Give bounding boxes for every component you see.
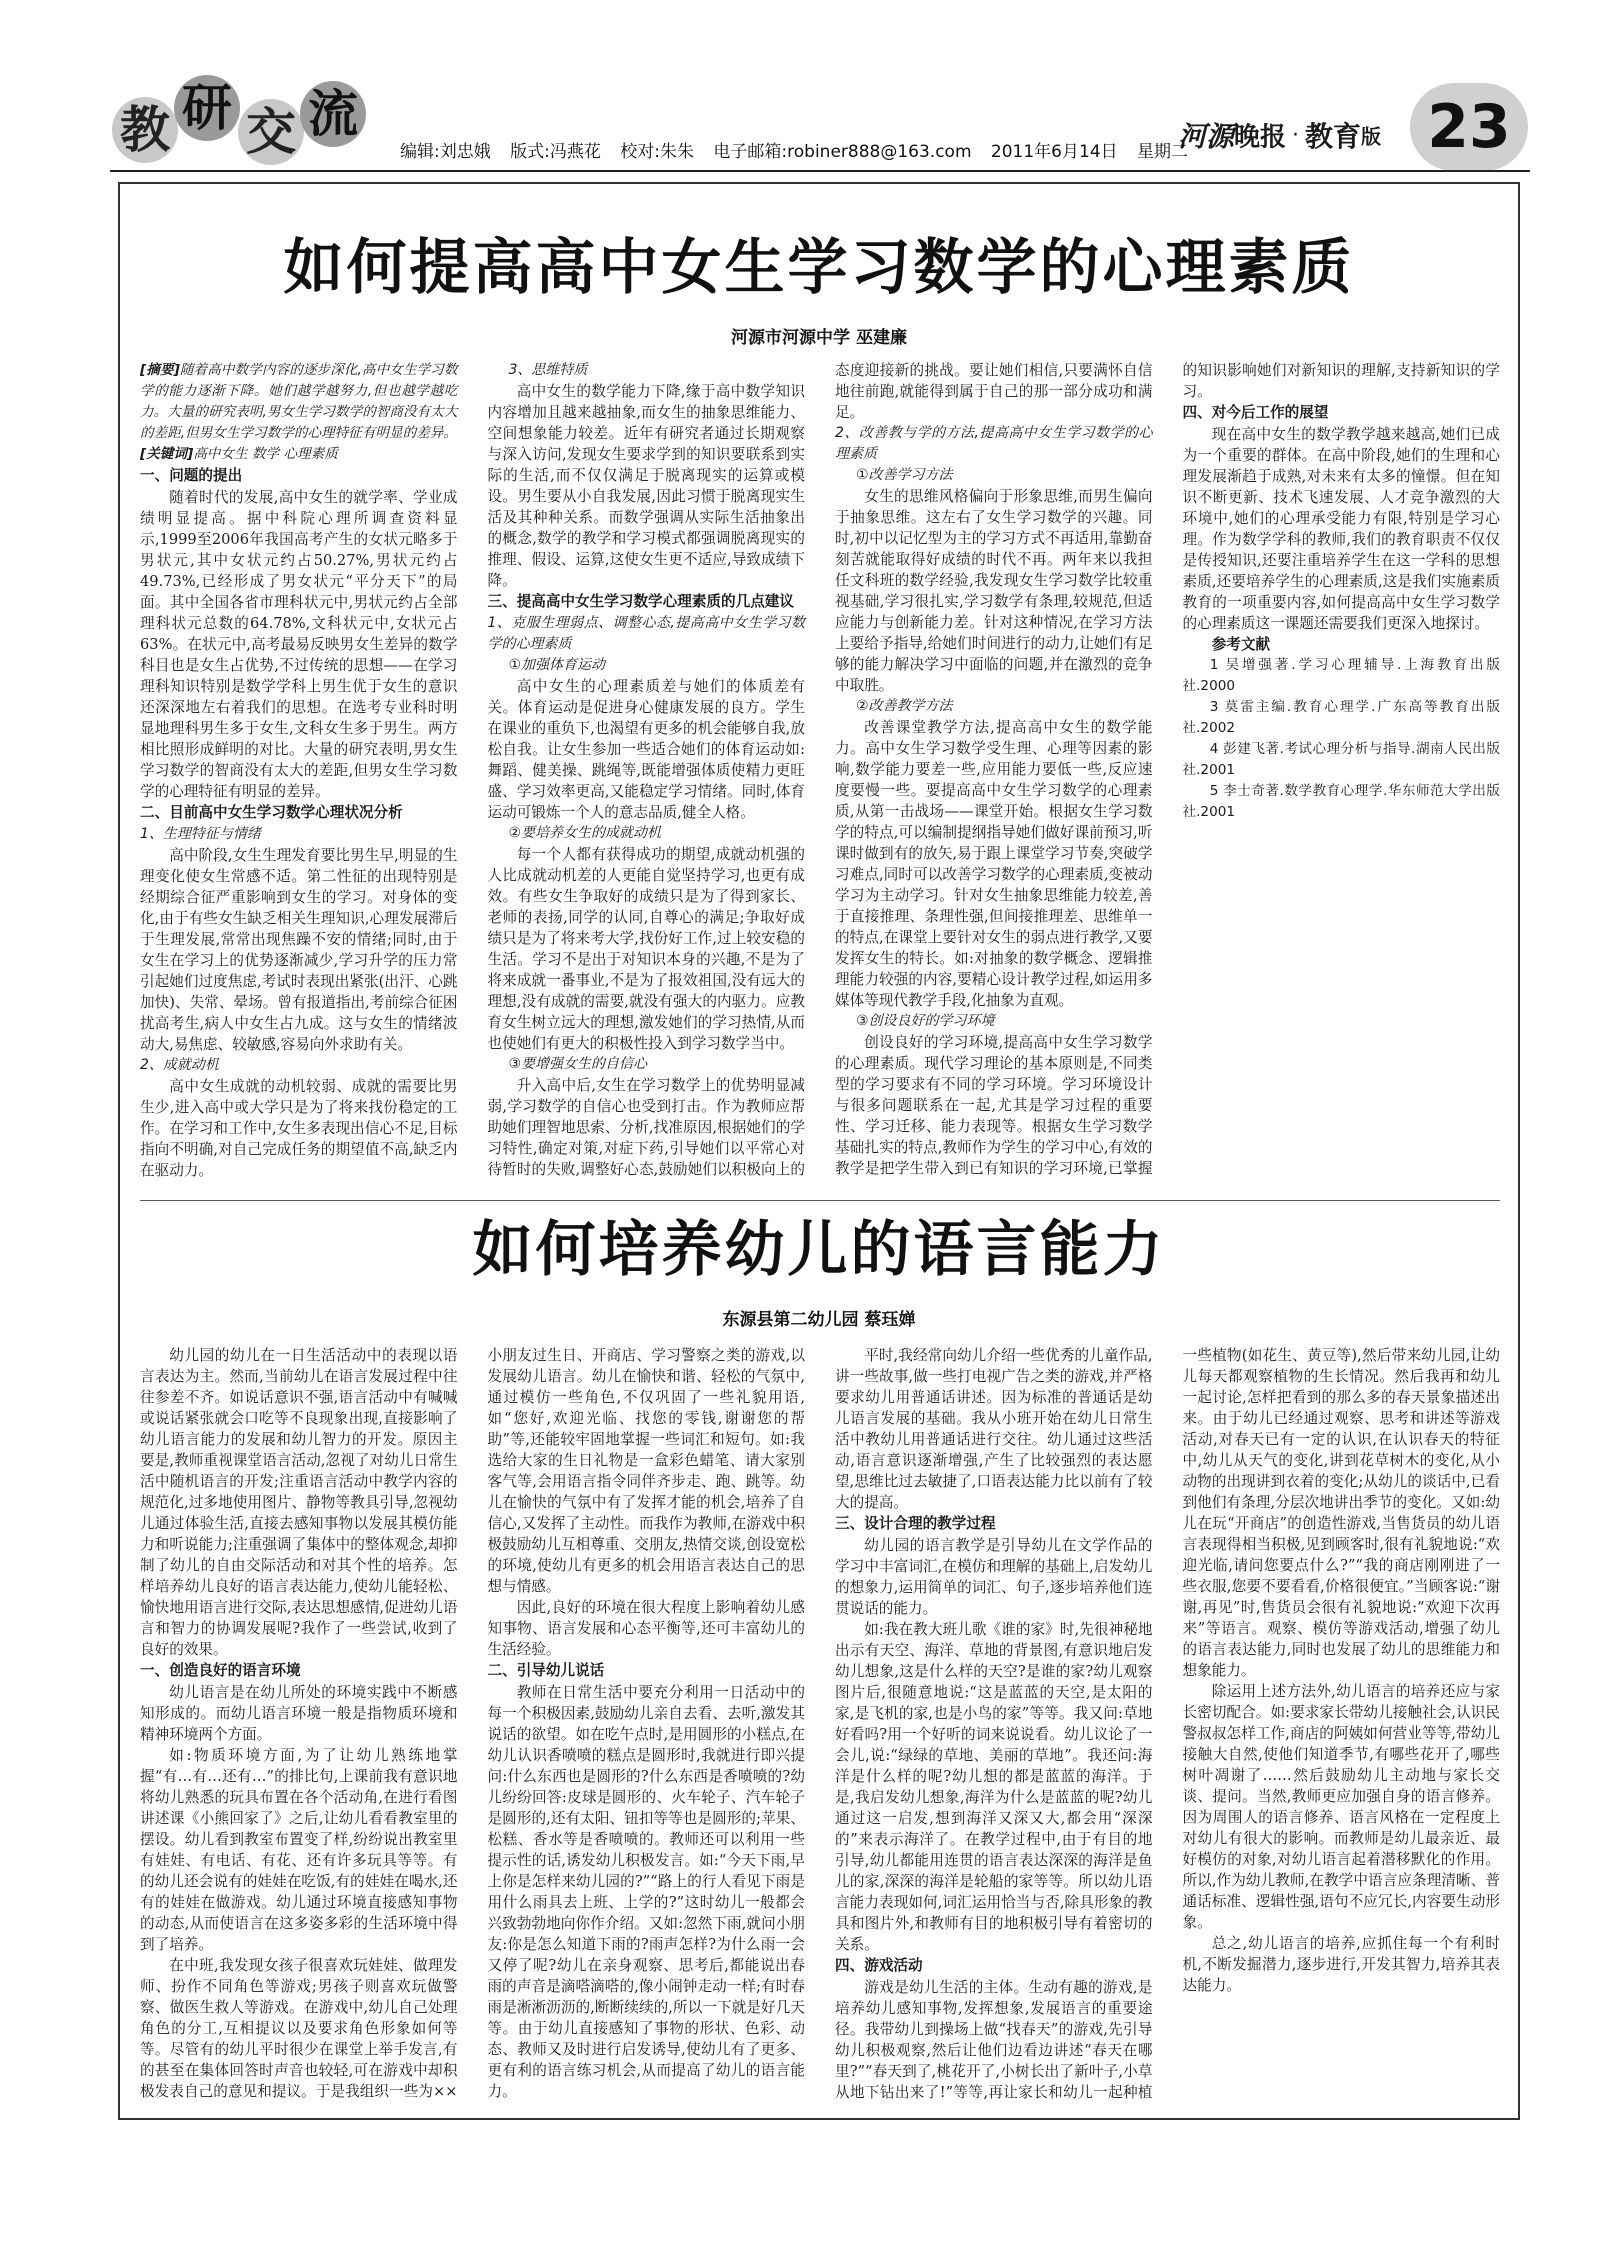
section-heading: 四、游戏活动 <box>835 1957 923 1974</box>
keywords-label: [关键词] <box>140 446 194 462</box>
paragraph: 教师在日常生活中要充分利用一日活动中的每一个积极因素,鼓励幼儿亲自去看、去听,激发其说话的欲望。如在吃午点时,是用圆形的小糕点,在幼儿认识香喷喷的糕点是圆形时,我就进行即兴提问:什么东西也是圆形的?什么东西是香喷喷的?幼儿纷纷回答:皮球是圆形的、火车轮子、汽车轮子是圆形的,还有太阳、钮扣等等也是圆形的;苹果、松糕、香水等是香喷喷的。教师还可以利用一些提示性的话,诱发幼儿积极发言。如:“今天下雨,早上你是怎样来幼儿园的?”“路上的行人看见下雨是用什么雨具去上班、上学的?”这时幼儿一般都会兴致勃勃地向你作介绍。又如:忽然下雨,就问小朋友:你是怎么知道下雨的?雨声怎样?为什么雨一会又停了呢?幼儿在亲身观察、思考后,都能说出春雨的声音是滴嗒滴嗒的,像小闹钟走动一样;有时春雨是淅淅沥沥的,断断续续的,所以一下就是好几天等。由于幼儿直接感知了事物的形状、色彩、动态、教师又及时进行启发诱导,使幼儿有了更多、更有利的语言练习机会,从而提高了幼儿的语言能力。 <box>487 1684 805 2100</box>
abstract-label: [摘要] <box>140 362 180 378</box>
section-heading: 三、提高高中女生学习数学心理素质的几点建议 <box>487 593 794 610</box>
reference-item: 1 吴增强著.学习心理辅导.上海教育出版社.2000 <box>1182 657 1500 694</box>
editor-credit: 编辑:刘忠娥 <box>400 142 491 162</box>
reference-item: 4 彭建飞著.考试心理分析与指导.湖南人民出版社.2001 <box>1182 741 1500 778</box>
issue-date: 2011年6月14日 <box>990 142 1118 162</box>
section-heading: 三、设计合理的教学过程 <box>835 1515 996 1532</box>
masthead <box>110 75 1530 185</box>
section-heading: 二、引导幼儿说话 <box>487 1662 605 1679</box>
section-logo-char: 研 <box>174 75 240 141</box>
paragraph: 升入高中后,女生在学习数学上的优势明显减弱,学习数学的自信心也受到打击。作为教师应帮助她们理智地思索、分析,找准原因,根据她们的学习特性,确定对策,对症下药,引导她们以平常心对待暂时的失败,调整好心态,鼓励她们以积极向上的态度迎接新的挑战。要让她们相信,只要满怀自信地往前跑,就能得到属于自己的那一部分成功和满足。 <box>487 362 1153 1178</box>
paragraph: 高中女生的心理素质差与她们的体质差有关。体育运动是促进身心健康发展的良方。学生在课业的重负下,也渴望有更多的机会能够自我,放松自我。让女生参加一些适合她们的体育运动如:舞蹈、健美操、跳绳等,既能增强体质使精力更旺盛、学习效率更高,又能稳定学习情绪。同时,体育运动可锻炼一个人的意志品质,健全人格。 <box>487 678 805 821</box>
paragraph: 随着时代的发展,高中女生的就学率、学业成绩明显提高。据中科院心理所调查资料显示,1999至2006年我国高考产生的女状元略多于男状元,其中女状元约占50.27%,男状元约占49.73%,已经形成了男女状元“平分天下”的局面。其中全国各省市理科状元中,男状元约占全部理科状元总数的64.78%,文科状元中,女状元占63%。在状元中,高考最易反映男女生差异的数学科目也是女生占优势,不过传统的思想——在学习理科知识特别是数学学科上男生优于女生的意识还深深地左右着我们的思想。在选考专业科时明显地理科男生多于女生,文科女生多于男生。两方相比照形成鲜明的对比。大量的研究表明,男女生学习数学的智商没有太大的差距,但男女生学习数学的心理特征有明显的差异。 <box>140 489 458 800</box>
issue-weekday: 星期二 <box>1137 142 1189 162</box>
subsection-heading: 2、改善教与学的方法,提高高中女生学习数学的心理素质 <box>835 425 1153 462</box>
article1-body <box>140 360 1500 1195</box>
paragraph: 因此,良好的环境在很大程度上影响着幼儿感知事物、语言发展和心态平衡等,还可丰富幼儿的生活经验。 <box>487 1599 805 1658</box>
layout-credit: 版式:冯燕花 <box>510 142 601 162</box>
subsection-heading: ②要培养女生的成就动机 <box>508 825 662 841</box>
article2-body <box>140 1345 1500 2105</box>
article2-byline: 东源县第二幼儿园 蔡珏婵 <box>722 1310 916 1330</box>
paragraph: 创设良好的学习环境,提高高中女生学习数学的心理素质。现代学习理论的基本原则是,不同类型的学习要求有不同的学习环境。学习环境设计与很多问题联系在一起,尤其是学习过程的重要性、学习迁移、能力表现等。根据女生学习数学基础扎实的特点,教师作为学生的学习中心,有效的教学是把学生带入到已有知识的学习环境,已掌握的知识影响她们对新知识的理解,支持新知识的学习。 <box>835 362 1500 1177</box>
paragraph: 总之,幼儿语言的培养,应抓住每一个有利时机,不断发掘潜力,逐步进行,开发其智力,培养其表达能力。 <box>1182 1935 1500 1994</box>
paper-name: 晚报 <box>1234 122 1287 153</box>
section-logo-char: 流 <box>300 81 366 147</box>
paragraph: 在中班,我发现女孩子很喜欢玩娃娃、做理发师、扮作不同角色等游戏;男孩子则喜欢玩做警察、做医生救人等游戏。在游戏中,幼儿自己处理角色的分工,互相提议以及要求角色形象如何等等。尽管有的幼儿平时很少在课堂上举手发言,有的甚至在集体回答时声音也较轻,可在游戏中却积极发表自己的意见和提议。于是我组织一些为××小朋友过生日、开商店、学习警察之类的游戏,以发展幼儿语言。幼儿在愉快和谐、轻松的气氛中,通过模仿一些角色,不仅巩固了一些礼貌用语,如“您好,欢迎光临、找您的零钱,谢谢您的帮助”等,还能较牢固地掌握一些词汇和短句。如:我选给大家的生日礼物是一盒彩色蜡笔、请大家别客气等,会用语言指令同伴齐步走、跑、跳等。幼儿在愉快的气氛中有了发挥才能的机会,培养了自信心,又发挥了主动性。而我作为教师,在游戏中积极鼓励幼儿互相尊重、交朋友,热情交谈,创设宽松的环境,使幼儿有更多的机会用语言表达自己的思想与情感。 <box>140 1347 805 2100</box>
article1-byline: 河源市河源中学 巫建廉 <box>731 328 907 348</box>
subsection-heading: 1、生理特征与情绪 <box>140 826 261 842</box>
abstract <box>140 360 458 444</box>
reference-item: 5 李士奇著.数学教育心理学.华东师范大学出版社.2001 <box>1182 783 1500 820</box>
subsection-heading: 3、思维特质 <box>508 362 588 378</box>
paragraph: 幼儿语言是在幼儿所处的环境实践中不断感知形成的。而幼儿语言环境一般是指物质环境和精神环境两个方面。 <box>140 1684 458 1743</box>
credits-line <box>400 137 1202 162</box>
paragraph: 每一个人都有获得成功的期望,成就动机强的人比成就动机差的人更能自觉坚持学习,也更有成效。有些女生争取好的成绩只是为了得到家长、老师的表扬,同学的认同,自尊心的满足;争取好成绩只是为了将来考大学,找份好工作,过上较安稳的生活。学习不是出于对知识本身的兴趣,不是为了将来成就一番事业,不是为了报效祖国,没有远大的理想,没有成就的需要,就没有强大的内驱力。应教育女生树立远大的理想,激发她们的学习热情,从而也使她们有更大的积极性投入到学习数学当中。 <box>487 846 805 1052</box>
subsection-heading: ②改善教学方法 <box>856 698 953 714</box>
paragraph: 幼儿园的幼儿在一日生活活动中的表现以语言表达为主。然而,当前幼儿在语言发展过程中往往参差不齐。如说话意识不强,语言活动中有喊喊或说话紧张就会口吃等不良现象出现,直接影响了幼儿语言能力的发展和幼儿智力的开发。原因主要是,教师重视课堂语言活动,忽视了对幼儿日常生活中随机语言的开发;注重语言活动中教学内容的规范化,过多地使用图片、静物等教具引导,忽视幼儿通过体验生活,直接去感知事物以发展其模仿能力和听说能力;注重强调了集体中的整体观念,却抑制了幼儿的自由交际活动和对其个性的培养。怎样培养幼儿良好的语言表达能力,使幼儿能轻松、愉快地用语言进行交际,表达思想感情,促进幼儿语言和智力的协调发展呢?我作了一些尝试,收到了良好的效果。 <box>140 1347 458 1658</box>
edition-name: 教育 <box>1305 120 1362 153</box>
section-heading: 一、问题的提出 <box>140 467 243 484</box>
subsection-heading: ①加强体育运动 <box>508 657 606 673</box>
reference-item: 3 莫雷主编.教育心理学.广东高等教育出版社.2002 <box>1182 699 1500 736</box>
article2-title: 如何培养幼儿的语言能力 <box>472 1215 1166 1285</box>
paragraph: 女生的思维风格偏向于形象思维,而男生偏向于抽象思维。这左右了女生学习数学的兴趣。同时,初中以记忆型为主的学习方式不再适用,靠勤奋刻苦就能取得好成绩的时代不再。两年来以我担任文科班的数学经验,我发现女生学习数学比较重视基础,学习很扎实,学习数学有条理,较规范,但适应能力与创新能力差。针对这种情况,在学习方法上要给予指导,给她们时间进行的动力,让她们有足够的能力解决学习中面临的问题,并在激烈的竞争中取胜。 <box>835 488 1153 694</box>
article-divider <box>140 1200 1500 1201</box>
abstract-text: 随着高中数学内容的逐步深化,高中女生学习数学的能力逐渐下降。她们越学越努力,但也越学越吃力。大量的研究表明,男女生学习数学的智商没有太大的差距,但男女生学习数学的心理特征有明显的差异。 <box>140 362 458 441</box>
section-logo-char: 交 <box>238 99 304 165</box>
paragraph: 幼儿园的语言教学是引导幼儿在文学作品的学习中丰富词汇,在模仿和理解的基础上,启发幼儿的想象力,运用简单的词汇、句子,逐步培养他们连贯说话的能力。 <box>835 1537 1153 1617</box>
section-logo-char: 教 <box>112 97 178 163</box>
paragraph: 高中女生成就的动机较弱、成就的需要比男生少,进入高中或大学只是为了将来找份稳定的工作。在学习和工作中,女生多表现出信心不足,目标指向不明确,对自己完成任务的期望值不高,缺乏内在驱动力。 <box>140 1078 458 1179</box>
paragraph: 如:物质环境方面,为了让幼儿熟练地掌握“有…有…还有…”的排比句,上课前我有意识地将幼儿熟悉的玩具布置在各个活动角,在进行看图讲述课《小熊回家了》之后,让幼儿看看教室里的摆设。幼儿看到教室布置变了样,纷纷说出教室里有娃娃、有电话、有花、还有许多玩具等等。有的幼儿还会说有的娃娃在吃饭,有的娃娃在喝水,还有的娃娃在做游戏。幼儿通过环境直接感知事物的动态,从而使语言在这多姿多彩的生活环境中得到了培养。 <box>140 1747 458 1953</box>
section-logo <box>110 75 370 175</box>
paragraph: 高中女生的数学能力下降,缘于高中数学知识内容增加且越来越抽象,而女生的抽象思维能力、空间想象能力较差。近年有研究者通过长期观察与深入访问,发现女生要求学到的知识要联系到实际的生活,而不仅仅满足于脱离现实的运算或模设。男生要从小自我发展,因此习惯于脱离现实生活及其种种关系。而数学强调从实际生活抽象出的概念,数学的教学和学习模式都强调脱离现实的推理、假设、运算,这使女生更不适应,导致成绩下降。 <box>487 383 805 589</box>
subsection-heading: ③要增强女生的自信心 <box>508 1056 648 1072</box>
paragraph: 现在高中女生的数学教学越来越高,她们已成为一个重要的群体。在高中阶段,她们的生理和心理发展渐趋于成熟,对未来有太多的憧憬。但在知识不断更新、技术飞速发展、人才竞争激烈的大环境中,她们的心理承受能力有限,特别是学习心理。作为数学学科的教师,我们的教育职责不仅仅是传授知识,还要注重培养学生在这一学科的思想素质,还要培养学生的心理素质,这是我们实施素质教育的一项重要内容,如何提高高中女生学习数学的心理素质这一课题还需要我们更深入地探讨。 <box>1182 426 1500 632</box>
subsection-heading: 2、成就动机 <box>140 1057 219 1073</box>
subsection-heading: 1、克服生理弱点、调整心态,提高高中女生学习数学的心理素质 <box>487 615 805 652</box>
keywords-text: 高中女生 数学 心理素质 <box>193 446 338 462</box>
edition-suffix: 版 <box>1361 124 1382 149</box>
page-number: 23 <box>1410 83 1528 171</box>
paper-brand <box>1178 115 1381 155</box>
paragraph: 改善课堂教学方法,提高高中女生的数学能力。高中女生学习数学受生理、心理等因素的影响,数学能力要差一些,应用能力要低一些,反应速度要慢一些。要提高高中女生学习数学的心理素质,从第一击战场——课堂开始。根据女生学习数学的特点,可以编制提纲指导她们做好课前预习,听课时做到有的放矢,易于跟上课堂学习节奏,突破学习难点,同时可以改善学习数学的心理素质,变被动学习为主动学习。针对女生抽象思维能力较差,善于直接推理、条理性强,但间接推理差、思维单一的特点,在课堂上要针对女生的弱点进行教学,又要发挥女生的特长。如:对抽象的数学概念、逻辑推理能力较强的内容,要精心设计教学过程,如运用多媒体等现代教学手段,化抽象为直观。 <box>835 719 1153 1009</box>
proof-credit: 校对:朱朱 <box>620 142 695 162</box>
section-heading: 四、对今后工作的展望 <box>1182 404 1329 421</box>
paragraph: 平时,我经常向幼儿介绍一些优秀的儿童作品,讲一些故事,做一些打电视广告之类的游戏,并严格要求幼儿用普通话讲述。因为标准的普通话是幼儿语言发展的基础。我从小班开始在幼儿日常生活中教幼儿用普通话进行交往。幼儿通过这些活动,语言意识逐渐增强,产生了比较强烈的表达愿望,思维比过去敏捷了,口语表达能力比以前有了较大的提高。 <box>835 1347 1153 1511</box>
article1-title: 如何提高高中女生学习数学的心理素质 <box>283 233 1355 303</box>
subsection-heading: ③创设良好的学习环境 <box>856 1013 995 1029</box>
keywords <box>140 444 458 465</box>
paragraph: 如:我在教大班儿歌《谁的家》时,先很神秘地出示有天空、海洋、草地的背景图,有意识地启发幼儿想象,这是什么样的天空?是谁的家?幼儿观察图片后,很随意地说:“这是蓝蓝的天空,是太阳的家,是飞机的家,也是小鸟的家”等等。我又问:草地好看吗?用一个好听的词来说说看。幼儿议论了一会儿,说:“绿绿的草地、美丽的草地”。我还问:海洋是什么样的呢?幼儿想的都是蓝蓝的海洋。于是,我启发幼儿想象,海洋为什么是蓝蓝的呢?幼儿通过这一启发,想到海洋又深又大,都会用“深深的”来表示海洋了。在教学过程中,由于有目的地引导,幼儿都能用连贯的语言表达深深的海洋是鱼儿的家,深深的海洋是轮船的家等等。所以幼儿语言能力表现如何,词汇运用恰当与否,除具形象的教具和图片外,和教师有目的地积极引导有着密切的关系。 <box>835 1621 1153 1953</box>
section-heading: 一、创造良好的语言环境 <box>140 1662 301 1679</box>
section-heading: 二、目前高中女生学习数学心理状况分析 <box>140 804 403 821</box>
brand-separator: · <box>1292 122 1300 148</box>
paragraph: 除运用上述方法外,幼儿语言的培养还应与家长密切配合。如:要求家长带幼儿接触社会,认识民警叔叔怎样工作,商店的阿姨如何营业等等,带幼儿接触大自然,使他们知道季节,有哪些花开了,哪些树叶凋谢了……然后鼓励幼儿主动地与家长交谈、提问。当然,教师更应加强自身的语言修养。因为周围人的语言修养、语言风格在一定程度上对幼儿有很大的影响。而教师是幼儿最亲近、最好模仿的对象,对幼儿语言起着潜移默化的作用。所以,作为幼儿教师,在教学中语言应条理清晰、普通话标准、逻辑性强,语句不应冗长,内容要生动形象。 <box>1182 1683 1500 1931</box>
masthead-rule <box>110 170 1530 172</box>
references-title: 参考文献 <box>1211 636 1271 653</box>
email-credit: 电子邮箱:robiner888@163.com <box>713 142 972 162</box>
paper-logo: 河源 <box>1178 120 1235 153</box>
paragraph: 高中阶段,女生生理发育要比男生早,明显的生理变化使女生常感不适。第二性征的出现特别是经期综合征严重影响到女生的学习。对身体的变化,由于有些女生缺乏相关生理知识,心理发展滞后于生理发展,常常出现焦躁不安的情绪;同时,由于女生在学习上的优势逐渐减少,学习升学的压力常引起她们过度焦虑,考试时表现出紧张(出汗、心跳加快)、失常、晕场。曾有报道指出,考前综合征困扰高考生,病人中女生占九成。这与女生的情绪波动大,易焦虑、较敏感,容易向外求助有关。 <box>140 847 458 1053</box>
paragraph: 游戏是幼儿生活的主体。生动有趣的游戏,是培养幼儿感知事物,发挥想象,发展语言的重要途径。我带幼儿到操场上做“找春天”的游戏,先引导幼儿积极观察,然后让他们边看边讲述“春天在哪里?”“春天到了,桃花开了,小树长出了新叶子,小草从地下钻出来了!”等等,再让家长和幼儿一起种植一些植物(如花生、黄豆等),然后带来幼儿园,让幼儿每天都观察植物的生长情况。然后我再和幼儿一起讨论,怎样把看到的那么多的春天景象描述出来。由于幼儿已经通过观察、思考和讲述等游戏活动,对春天已有一定的认识,在认识春天的特征中,幼儿从天气的变化,讲到花草树木的变化,从小动物的出现讲到衣着的变化;从幼儿的谈话中,已看到他们有条理,分层次地讲出季节的变化。又如:幼儿在玩“开商店”的创造性游戏,当售货员的幼儿语言表现得相当积极,见到顾客时,很有礼貌地说:“欢迎光临,请问您要点什么?”“我的商店刚刚进了一些衣服,您要不要看看,价格很便宜。”当顾客说:“谢谢,再见”时,售货员会很有礼貌地说:“欢迎下次再来”等语言。观察、模仿等游戏活动,增强了幼儿的语言表达能力,同时也发展了幼儿的思维能力和想象能力。 <box>835 1347 1500 2101</box>
subsection-heading: ①改善学习方法 <box>856 467 953 483</box>
